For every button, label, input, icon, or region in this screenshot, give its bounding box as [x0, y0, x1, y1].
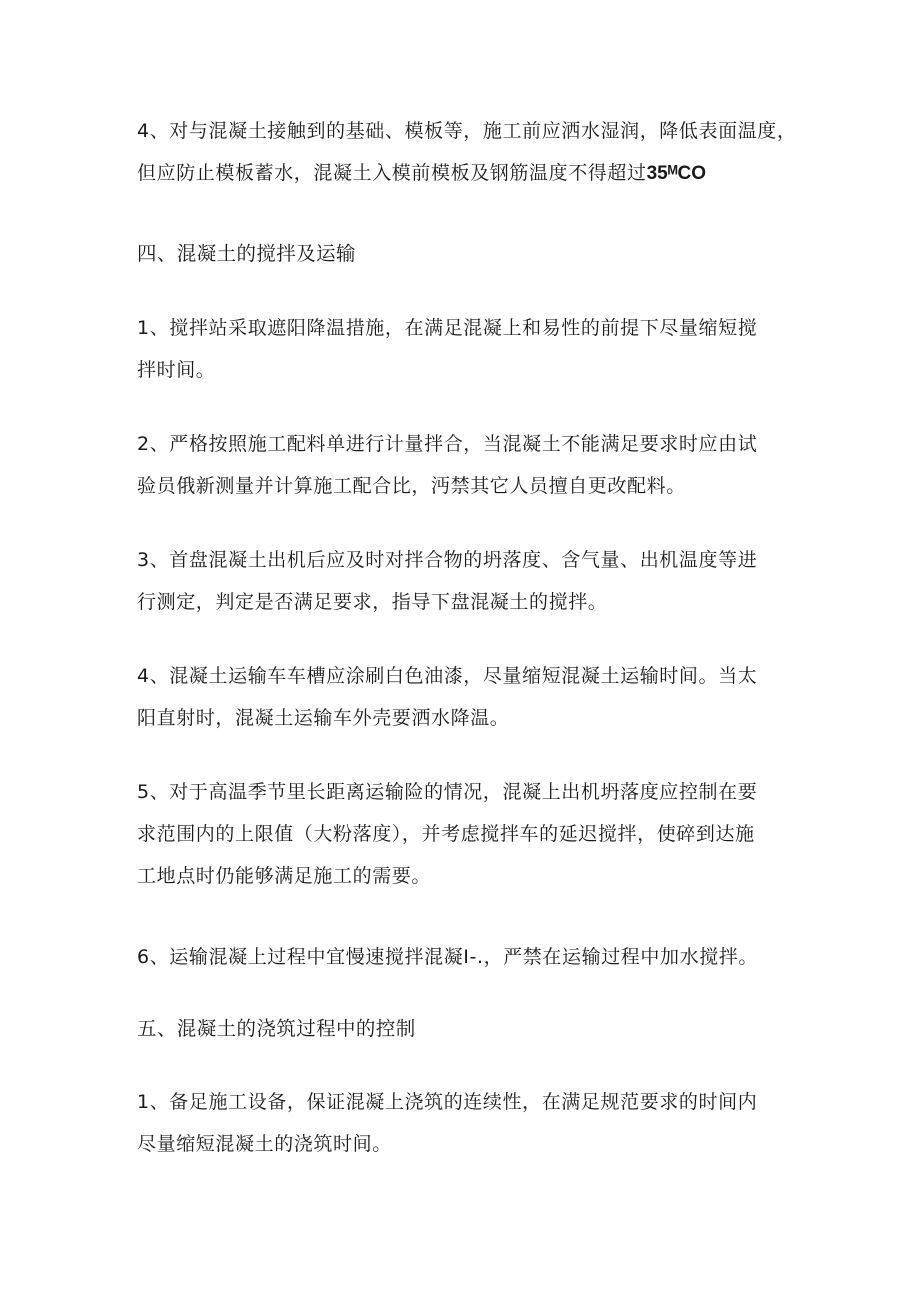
text-line-body: 但应防止模板蓄水，混凝土入模前模板及钢筋温度不得超过: [137, 162, 647, 184]
section-heading-pouring-control: [137, 1008, 797, 1050]
text-line: 拌时间。: [137, 359, 216, 381]
paragraph-formwork-watering: [137, 110, 797, 194]
paragraph-long-distance: [137, 771, 797, 897]
heading-text: 五、混凝土的浇筑过程中的控制: [137, 1017, 416, 1040]
text-line: 4、混凝土运输车车槽应涂刷白色油漆，尽量缩短混凝土运输时间。当太: [137, 665, 758, 687]
text-line: 1、搅拌站采取遮阳降温措施，在满足混凝上和易性的前提下尽量缩短搅: [137, 317, 758, 339]
paragraph-equipment: [137, 1081, 797, 1165]
text-line: 求范围内的上限值（大粉落度），并考虑搅拌车的延迟搅拌，使碎到达施: [137, 823, 755, 845]
paragraph-first-batch: [137, 539, 797, 623]
text-line: 行测定，判定是否满足要求，指导下盘混凝土的搅拌。: [137, 591, 608, 613]
text-line: 阳直射时，混凝土运输车外壳要洒水降温。: [137, 707, 510, 729]
temperature-value: 35ᴹCO: [646, 163, 707, 184]
paragraph-slow-stirring: [137, 936, 797, 978]
text-line: 4、对与混凝土接触到的基础、模板等，施工前应洒水湿润，降低表面温度，: [137, 120, 797, 142]
section-heading-mixing-transport: [137, 233, 797, 275]
paragraph-batching: [137, 423, 797, 507]
text-line: [137, 152, 797, 194]
text-line: 验员俄新测量并计算施工配合比，沔禁其它人员擅自更改配料。: [137, 475, 686, 497]
text-line: 1、备足施工设备，保证混凝上浇筑的连续性，在满足规范要求的时间内: [137, 1091, 758, 1113]
heading-text: 四、混凝土的搅拌及运输: [137, 242, 356, 265]
text-line: 6、运输混凝上过程中宜慢速搅拌混凝I-.，严禁在运输过程中加水搅拌。: [137, 946, 758, 968]
text-line: 5、对于高温季节里长距离运输险的情况，混凝上出机坍落度应控制在要: [137, 781, 758, 803]
text-line: 2、严格按照施工配料单进行计量拌合，当混凝土不能满足要求时应由试: [137, 433, 758, 455]
paragraph-transport-truck: [137, 655, 797, 739]
text-line: 工地点时仍能够满足施工的需要。: [137, 865, 432, 887]
text-line: 尽量缩短混凝土的浇筑时间。: [137, 1133, 392, 1155]
paragraph-mixing-station: [137, 307, 797, 391]
text-line: 3、首盘混凝土出机后应及时对拌合物的坍落度、含气量、出机温度等进: [137, 549, 758, 571]
